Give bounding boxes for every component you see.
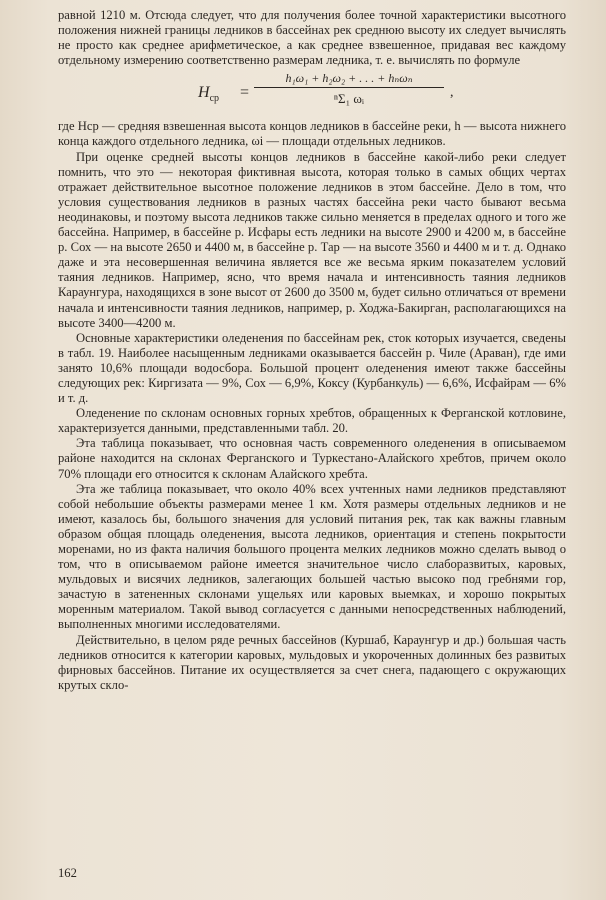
- paragraph-7: Эта же таблица показывает, что около 40% всех учтенных нами ледников представляют собой небольшие объекты размерами менее 1 км. Хотя размеры отдельных ледников и не имеют, казалось бы, большого значения для условий питания рек, так как важны главным образом общая площадь оледенения, высота ледников, ориентация и степень покрытости моренами, но из факта наличия большого процента мелких ледников можно сделать вывод о том, что в описываемом районе имеется значительное число слаборазвитых, каровых, мульдовых и висячих ледников, залегающих большей частью высоко под гребнями гор, зачастую в затененных склонами ущельях или каровых выемках, и хорошо покрытых моренным материалом. Такой вывод согласуется с данными непосредственных наблюдений, выполненных многими исследователями.: [58, 481, 566, 632]
- page-number: 162: [58, 866, 77, 880]
- paragraph-3: При оценке средней высоты концов ледников в бассейне какой-либо реки следует помнить, что это — некоторая фиктивная высота, которая только в самых общих чертах отражает действительное высотное положение ледников в этом бассейне. Дело в том, что условия существования ледников в разных частях бассейна реки часто бывают весьма неодинаковы, и поэтому высота ледников также сильно меняется в пределах одного и того же бассейна. Например, в бассейне р. Исфары есть ледники на высоте 2900 и 4200 м, в бассейне р. Сох — на высоте 2650 и 4400 м, в бассейне р. Тар — на высоте 3560 и 4400 м и т. д. Однако даже и эта несовершенная величина является все же весьма ярким показателем условий таяния ледников. Например, ясно, что время начала и интенсивность таяния ледников Караунгура, находящихся в зоне высот от 2600 до 3500 м, будет сильно отличаться от времени начала и интенсивности таяния ледников, например, р. Ходжа-Бакирган, располагающихся на высоте 3400—4200 м.: [58, 149, 566, 330]
- weighted-mean-formula: [58, 69, 566, 119]
- paragraph-4: Основные характеристики оледенения по бассейнам рек, сток которых изучается, сведены в табл. 19. Наиболее насыщенным ледниками оказывается бассейн р. Чиле (Араван), где ими занято 10,6% площади водосбора. Большой процент оледенения имеют также бассейны следующих рек: Киргизата — 9%, Сох — 6,9%, Коксу (Курбанкуль) — 6,6%, Исфайрам — 6% и т. д.: [58, 330, 566, 406]
- page-body: [58, 8, 566, 693]
- formula-numerator: h₁ω₁ + h₂ω₂ + . . . + hₙωₙ: [254, 71, 444, 88]
- paragraph-1: равной 1210 м. Отсюда следует, что для получения более точной характеристики высотного положения нижней границы ледников в бассейнах рек среднюю высоту их следует вычислять не просто как среднее арифметическое, а как среднее взвешенное, придавая вес каждому отдельному измерению соответственно размерам ледника, т. е. вычислять по формуле: [58, 8, 566, 68]
- formula-equals: =: [240, 84, 250, 102]
- formula-denominator: ⁿΣ₁ ωᵢ: [333, 91, 365, 107]
- paragraph-6: Эта таблица показывает, что основная часть современного оледенения в описываемом районе находится на склонах Ферганского и Туркестано-Алайского хребтов, причем около 70% площади его относится к склонам Алайского хребта.: [58, 436, 566, 481]
- formula-comma: ,: [450, 85, 454, 101]
- formula-lhs: $H_{ср}$: [198, 84, 220, 105]
- paragraph-2: где Hср — средняя взвешенная высота концов ледников в бассейне реки, h — высота нижнего конца каждого отдельного ледника, ωi — площади отдельных ледников.: [58, 119, 566, 149]
- paragraph-5: Оледенение по склонам основных горных хребтов, обращенных к Ферганской котловине, характеризуется данными, представленными табл. 20.: [58, 406, 566, 436]
- paragraph-8: Действительно, в целом ряде речных бассейнов (Куршаб, Караунгур и др.) большая часть ледников относится к категории каровых, мульдовых и укороченных долинных без развитых фирновых бассейнов. Питание их осуществляется за счет снега, падающего с окружающих крутых скло-: [58, 632, 566, 692]
